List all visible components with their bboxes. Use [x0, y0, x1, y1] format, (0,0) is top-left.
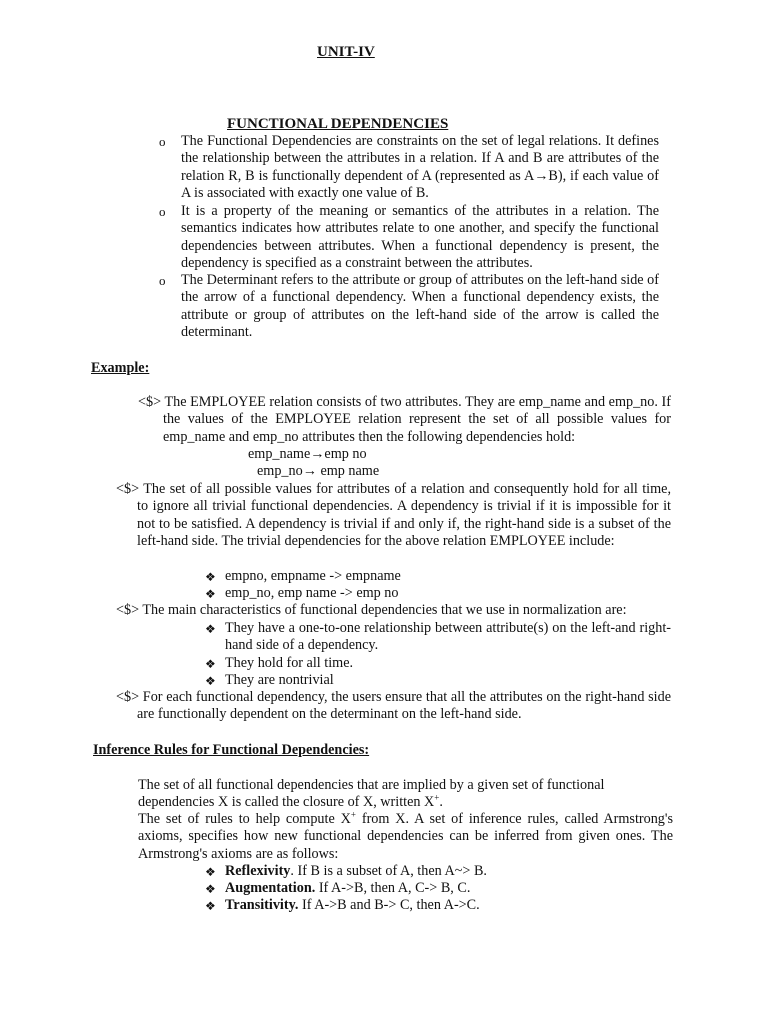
diamond-bullet: ❖	[205, 622, 216, 636]
rules-paragraph	[138, 811, 673, 863]
unit-title: UNIT-IV	[317, 44, 375, 60]
axiom-augmentation	[225, 880, 470, 897]
example-paragraph-1	[138, 394, 671, 446]
bullet-marker: o	[159, 134, 166, 149]
trivial-dependency-1: empno, empname -> empname	[225, 568, 401, 584]
closure-end: .	[439, 794, 443, 811]
closure-paragraph	[138, 777, 638, 812]
bullet-marker: o	[159, 204, 166, 219]
closure-text: The set of all functional dependencies that are implied by a given set of functional dependencies X is called the closure of X, written X	[138, 777, 605, 811]
trivial-dependency-2: emp_no, emp name -> emp no	[225, 585, 399, 601]
example-heading: Example:	[91, 360, 150, 376]
rules-text-b: from X. A set of inference rules, called Armstrong's axioms, specifies how new functional dependencies can be inferred from given ones. The Armstrong's axioms are as follows:	[138, 811, 673, 862]
diamond-bullet: ❖	[205, 570, 216, 584]
closure-superscript: +	[434, 792, 440, 803]
bullet-marker: o	[159, 273, 166, 288]
diamond-bullet: ❖	[205, 657, 216, 671]
dependency-2: emp_no→ emp name	[257, 463, 380, 479]
example-paragraph-2-text: <$> The set of all possible values for attributes of a relation and consequently hold for all time, to ignore all trivial functional dependencies. A dependency is trivial if it is impossible for it not to be satisfied. A dependency is trivial if and only if, the right-hand side is a subset of the left-hand side. The trivial dependencies for the above relation EMPLOYEE include:	[116, 481, 671, 550]
axiom-name: Reflexivity	[225, 863, 291, 879]
rules-superscript: +	[350, 809, 356, 820]
example-paragraph-4-text: <$> For each functional dependency, the users ensure that all the attributes on the right-hand side are functionally dependent on the determinant on the left-hand side.	[116, 689, 671, 723]
section-title: FUNCTIONAL DEPENDENCIES	[227, 116, 449, 132]
axiom-reflexivity	[225, 863, 487, 880]
diamond-bullet: ❖	[205, 899, 216, 913]
example-paragraph-1-text: <$> The EMPLOYEE relation consists of two attributes. They are emp_name and emp_no. If the values of the EMPLOYEE relation represent the set of all possible values for emp_name and emp_no attributes then the following dependencies hold:	[138, 394, 671, 445]
diamond-bullet: ❖	[205, 865, 216, 879]
intro-bullet-2: It is a property of the meaning or semantics of the attributes in a relation. The semantics indicates how attributes relate to one another, and specify the functional dependencies between attributes. When a functional dependency is present, the dependency is specified as a constraint between the attributes.	[181, 203, 659, 272]
axiom-name: Augmentation.	[225, 880, 316, 896]
axiom-transitivity	[225, 897, 480, 914]
diamond-bullet: ❖	[205, 587, 216, 601]
diamond-bullet: ❖	[205, 882, 216, 896]
diamond-bullet: ❖	[205, 674, 216, 688]
axiom-text: If A->B and B-> C, then A->C.	[298, 897, 480, 913]
example-paragraph-4	[116, 689, 671, 724]
characteristic-1: They have a one-to-one relationship between attribute(s) on the left-and right-hand side of a dependency.	[225, 620, 671, 654]
intro-bullet-1: The Functional Dependencies are constraints on the set of legal relations. It defines the relationship between the attributes in a relation. If A and B are attributes of the relation R, B is functionally dependent of A (represented as A→B), if each value of A is associated with exactly one value of B.	[181, 133, 659, 202]
axiom-text: . If B is a subset of A, then A~> B.	[290, 863, 487, 879]
example-paragraph-3: <$> The main characteristics of functional dependencies that we use in normalization are:	[116, 602, 627, 618]
characteristic-2: They hold for all time.	[225, 655, 354, 671]
example-paragraph-2	[116, 481, 671, 551]
intro-bullet-3: The Determinant refers to the attribute or group of attributes on the left-hand side of the arrow of a functional dependency. When a functional dependency exists, the attribute or group of attributes on the left-hand side of the arrow is called the determinant.	[181, 272, 659, 341]
axiom-text: If A->B, then A, C-> B, C.	[315, 880, 471, 896]
dependency-1: emp_name→emp no	[248, 446, 367, 462]
axiom-name: Transitivity.	[225, 897, 299, 913]
inference-heading: Inference Rules for Functional Dependencies:	[93, 742, 370, 758]
rules-text-a: The set of rules to help compute X	[138, 811, 351, 827]
characteristic-3: They are nontrivial	[225, 672, 334, 688]
